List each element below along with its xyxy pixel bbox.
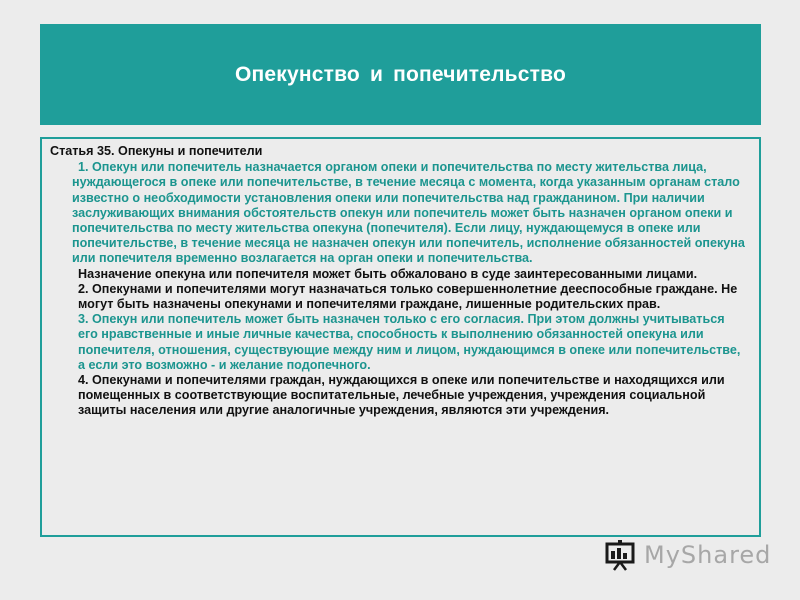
watermark-logo	[604, 537, 771, 573]
presentation-board-icon	[604, 538, 638, 572]
article-box	[40, 137, 761, 537]
article-paragraph-2: 2. Опекунами и попечителями могут назначаться только совершеннолетние дееспособные граждане. Не могут быть назначены опекунами и попечителями граждане, лишенные родительских прав.	[78, 281, 738, 312]
watermark-text: MyShared	[644, 541, 772, 569]
article-paragraph-3: 3. Опекун или попечитель может быть назначен только с его согласия. При этом должны учитываться его нравственные и иные личные качества, способность к выполнению обязанностей опекуна или попечителя, отношения, существующие между ним и лицом, нуждающимся в опеке или попечительстве, а если это возможно - и желание подопечного.	[78, 312, 741, 372]
article-paragraph-appeal: Назначение опекуна или попечителя может быть обжаловано в суде заинтересованными лицами.	[78, 266, 698, 281]
article-paragraph-4: 4. Опекунами и попечителями граждан, нуждающихся в опеке или попечительстве и находящихся или помещенных в соответствующие воспитательные, лечебные учреждения, учреждения социальной защиты населения или другие аналогичные учреждения, являются эти учреждения.	[78, 373, 725, 418]
slide-title: Опекунство и попечительство	[234, 62, 567, 86]
article-heading: Статья 35. Опекуны и попечители	[50, 144, 263, 158]
title-band	[40, 24, 761, 125]
article-content	[42, 139, 759, 419]
article-paragraph-1: 1. Опекун или попечитель назначается органом опеки и попечительства по месту жительства лица, нуждающегося в опеке или попечительстве, в течение месяца с момента, когда указанным органам стало известно о необходимости установления опеки или попечительства над гражданином. При наличии заслуживающих внимания обстоятельств опекун или попечитель может быть назначен органом опеки и попечительства по месту жительства опекуна (попечителя). Если лицу, нуждающемуся в опеке или попечительстве, в течение месяца не назначен опекун или попечитель, исполнение обязанностей опекуна или попечителя временно возлагается на орган опеки и попечительства.	[72, 160, 745, 266]
